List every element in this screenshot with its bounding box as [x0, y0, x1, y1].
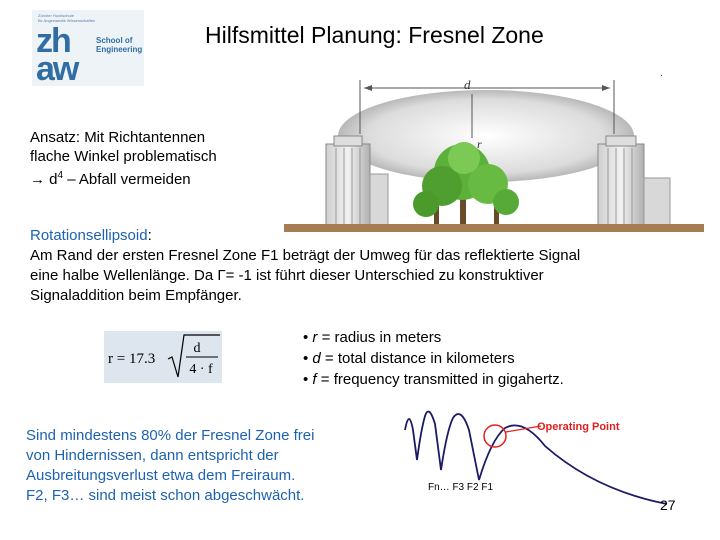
ansatz-line1: Ansatz: Mit Richtantennen — [30, 129, 206, 146]
formula-numerator: d — [193, 341, 201, 356]
page-number: 27 — [660, 497, 676, 513]
radius-formula — [104, 331, 222, 383]
label-r: r — [477, 137, 482, 151]
bullet-f: • f = frequency transmitted in gigahertz. — [303, 371, 564, 388]
ansatz-line2: flache Winkel problematisch — [30, 148, 217, 165]
right-building — [598, 136, 670, 228]
bullet-r: • r = radius in meters — [303, 329, 442, 346]
logo-tagline-2: für Angewandte Wissenschaften — [38, 18, 96, 23]
arrow-icon: → — [30, 171, 45, 188]
conclusion-text — [26, 426, 386, 506]
logo-zh: zh — [36, 22, 70, 60]
rotation-paragraph — [30, 226, 720, 306]
fresnel-zone-diagram — [395, 400, 685, 510]
conclusion-line3: Ausbreitungsverlust etwa dem Freiraum. — [26, 467, 296, 484]
fresnel-zone-labels: Fn… F3 F2 F1 — [428, 482, 494, 493]
ansatz-line3-rest: – Abfall vermeiden — [63, 171, 191, 188]
corner-mark: . — [660, 68, 663, 79]
rotation-term: Rotationsellipsoid — [30, 227, 148, 244]
rotation-line2: eine halbe Wellenlänge. Da Γ= -1 ist führt dieser Unterschied zu konstruktiver — [30, 267, 544, 284]
bullet-f-var: f — [312, 371, 317, 388]
logo-school — [96, 36, 142, 54]
variable-definitions — [303, 327, 564, 390]
rotation-line1: Am Rand der ersten Fresnel Zone F1 beträgt der Umweg für das reflektierte Signal — [30, 247, 581, 264]
formula-denominator: 4 · f — [189, 362, 213, 377]
conclusion-line2: von Hindernissen, dann entspricht der — [26, 447, 279, 464]
conclusion-line1: Sind mindestens 80% der Fresnel Zone frei — [26, 427, 315, 444]
rotation-line3: Signaladdition beim Empfänger. — [30, 287, 242, 304]
slide-title: Hilfsmittel Planung: Fresnel Zone — [205, 22, 544, 48]
bullet-d: • d = total distance in kilometers — [303, 350, 515, 367]
operating-point-label: Operating Point — [537, 421, 620, 433]
bullet-d-var: d — [312, 350, 321, 367]
label-d: d — [464, 77, 471, 92]
conclusion-line4: F2, F3… sind meist schon abgeschwächt. — [26, 487, 305, 504]
ansatz-line3 — [30, 166, 217, 189]
logo-school-line2: Engineering — [96, 45, 143, 54]
d4-exponent: 4 — [57, 170, 64, 181]
rotation-colon: : — [147, 227, 152, 244]
bullet-r-text: = radius in meters — [317, 329, 442, 346]
logo-school-line1: School of — [96, 36, 133, 45]
bullet-f-text: = frequency transmitted in gigahertz. — [316, 371, 564, 388]
logo-tagline-1: Zürcher Hochschule — [38, 13, 74, 18]
logo-aw: aw — [36, 50, 78, 88]
bullet-d-text: = total distance in kilometers — [320, 350, 515, 367]
formula-lhs: r = 17.3 — [108, 351, 156, 367]
zhaw-logo — [32, 10, 144, 86]
bullet-r-var: r — [312, 329, 318, 346]
ansatz-text — [30, 128, 217, 189]
rotation-heading — [30, 226, 720, 246]
d4-base: d — [49, 171, 58, 188]
fresnel-illustration — [284, 74, 704, 232]
operating-point-marker — [484, 425, 506, 447]
